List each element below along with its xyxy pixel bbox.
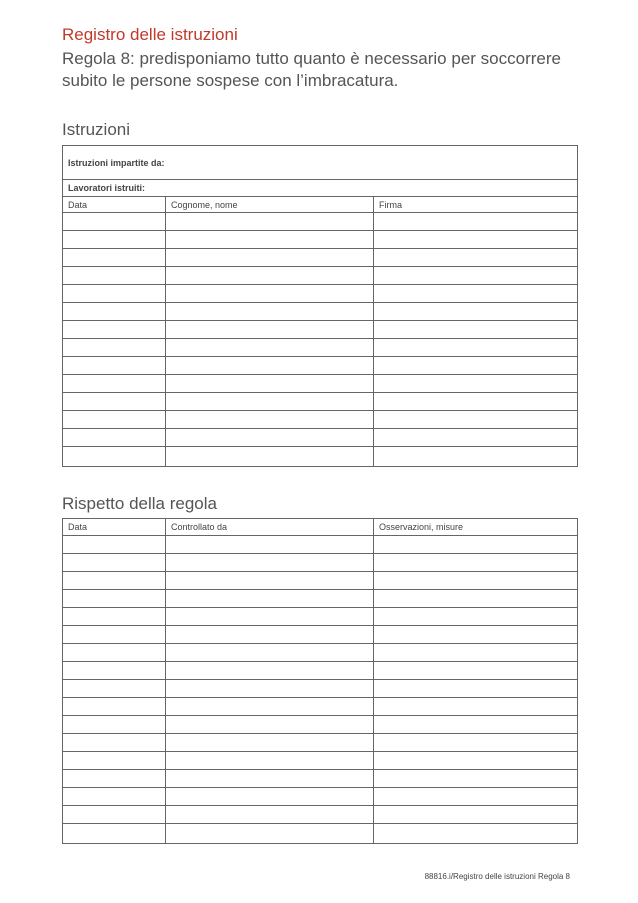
table-cell[interactable] (166, 321, 374, 339)
table-row (63, 429, 578, 447)
table-cell[interactable] (63, 447, 166, 467)
table-cell[interactable] (166, 590, 374, 608)
workers-row (63, 180, 578, 197)
table-cell[interactable] (166, 608, 374, 626)
table-cell[interactable] (63, 698, 166, 716)
table-cell[interactable] (166, 303, 374, 321)
table-cell[interactable] (166, 249, 374, 267)
table-cell[interactable] (374, 644, 578, 662)
table-row (63, 824, 578, 844)
table-cell[interactable] (63, 626, 166, 644)
compliance-table (62, 518, 578, 844)
table-cell[interactable] (374, 752, 578, 770)
section-title-compliance: Rispetto della regola (62, 494, 217, 513)
table-cell[interactable] (63, 393, 166, 411)
table-cell[interactable] (166, 788, 374, 806)
table-cell[interactable] (63, 267, 166, 285)
table-cell[interactable] (374, 267, 578, 285)
table-cell[interactable] (166, 231, 374, 249)
table-row (63, 339, 578, 357)
column-header-name: Cognome, nome (166, 197, 374, 213)
table-cell[interactable] (166, 411, 374, 429)
table-cell[interactable] (374, 357, 578, 375)
table-cell[interactable] (63, 734, 166, 752)
page-title: Registro delle istruzioni (62, 25, 238, 44)
table-cell[interactable] (63, 644, 166, 662)
table-row (63, 626, 578, 644)
table-cell[interactable] (63, 752, 166, 770)
table-row (63, 321, 578, 339)
table-cell[interactable] (374, 680, 578, 698)
table-cell[interactable] (63, 806, 166, 824)
table-cell[interactable] (63, 285, 166, 303)
table-row (63, 698, 578, 716)
table-cell[interactable] (63, 339, 166, 357)
table-cell[interactable] (374, 806, 578, 824)
table-row (63, 680, 578, 698)
table-row (63, 662, 578, 680)
table-cell[interactable] (166, 213, 374, 231)
table-row (63, 357, 578, 375)
table-row (63, 572, 578, 590)
table-cell[interactable] (374, 536, 578, 554)
table-cell[interactable] (166, 680, 374, 698)
table-cell[interactable] (374, 572, 578, 590)
instructions-table (62, 145, 578, 467)
table-cell[interactable] (63, 680, 166, 698)
section-title-instructions: Istruzioni (62, 120, 131, 139)
table-row (63, 231, 578, 249)
table-cell[interactable] (374, 626, 578, 644)
table-cell[interactable] (374, 716, 578, 734)
column-header-checked-by: Controllato da (166, 519, 374, 536)
table-cell[interactable] (166, 806, 374, 824)
table-cell[interactable] (374, 303, 578, 321)
table-cell[interactable] (374, 608, 578, 626)
table-row (63, 788, 578, 806)
table-cell[interactable] (63, 321, 166, 339)
table-cell[interactable] (166, 662, 374, 680)
table-cell[interactable] (374, 662, 578, 680)
table-cell[interactable] (166, 698, 374, 716)
table-row (63, 554, 578, 572)
table-cell[interactable] (374, 375, 578, 393)
table-cell[interactable] (63, 357, 166, 375)
table-cell[interactable] (374, 285, 578, 303)
table-row (63, 285, 578, 303)
table-cell[interactable] (63, 536, 166, 554)
table-row (63, 447, 578, 467)
page-subtitle: Regola 8: predisponiamo tutto quanto è necessario per soccorrere subito le persone sospese con l’imbracatura. (62, 49, 561, 90)
compliance-header-row (63, 519, 578, 536)
table-cell[interactable] (374, 698, 578, 716)
table-row (63, 644, 578, 662)
table-cell[interactable] (374, 447, 578, 467)
instructed-by-field[interactable] (63, 146, 578, 180)
table-cell[interactable] (63, 662, 166, 680)
table-cell[interactable] (63, 554, 166, 572)
table-cell[interactable] (374, 824, 578, 844)
table-cell[interactable] (63, 375, 166, 393)
instructed-by-label: Istruzioni impartite da: (68, 157, 165, 168)
table-row (63, 393, 578, 411)
table-cell[interactable] (166, 716, 374, 734)
column-header-date: Data (63, 197, 166, 213)
table-cell[interactable] (374, 770, 578, 788)
table-cell[interactable] (63, 824, 166, 844)
column-header-signature: Firma (374, 197, 578, 213)
table-cell[interactable] (374, 411, 578, 429)
table-cell[interactable] (374, 788, 578, 806)
table-cell[interactable] (63, 716, 166, 734)
table-cell[interactable] (374, 249, 578, 267)
table-row (63, 716, 578, 734)
table-cell[interactable] (63, 303, 166, 321)
table-cell[interactable] (63, 411, 166, 429)
table-cell[interactable] (63, 231, 166, 249)
table-cell[interactable] (374, 734, 578, 752)
table-cell[interactable] (63, 770, 166, 788)
table-cell[interactable] (63, 788, 166, 806)
instructions-header-row (63, 197, 578, 213)
table-cell[interactable] (166, 824, 374, 844)
instructed-by-row (63, 146, 578, 180)
table-cell[interactable] (166, 626, 374, 644)
table-cell[interactable] (166, 572, 374, 590)
table-cell[interactable] (166, 285, 374, 303)
table-cell[interactable] (63, 608, 166, 626)
table-cell[interactable] (166, 447, 374, 467)
table-cell[interactable] (166, 770, 374, 788)
table-row (63, 608, 578, 626)
table-row (63, 770, 578, 788)
column-header-date: Data (63, 519, 166, 536)
table-cell[interactable] (63, 429, 166, 447)
table-cell[interactable] (166, 357, 374, 375)
table-cell[interactable] (374, 231, 578, 249)
column-header-observations: Osservazioni, misure (374, 519, 578, 536)
table-row (63, 806, 578, 824)
table-row (63, 267, 578, 285)
table-cell[interactable] (63, 213, 166, 231)
workers-label: Lavoratori istruiti: (68, 183, 146, 193)
table-row (63, 303, 578, 321)
footer-reference: 88816.i/Registro delle istruzioni Regola 8 (424, 872, 570, 881)
workers-label-cell (63, 180, 578, 197)
table-cell[interactable] (166, 644, 374, 662)
table-row (63, 590, 578, 608)
table-cell[interactable] (374, 213, 578, 231)
table-cell[interactable] (166, 752, 374, 770)
table-cell[interactable] (63, 590, 166, 608)
table-cell[interactable] (166, 339, 374, 357)
table-row (63, 752, 578, 770)
table-cell[interactable] (63, 249, 166, 267)
table-cell[interactable] (166, 375, 374, 393)
table-row (63, 375, 578, 393)
table-cell[interactable] (166, 393, 374, 411)
table-cell[interactable] (166, 734, 374, 752)
table-row (63, 734, 578, 752)
table-cell[interactable] (374, 429, 578, 447)
table-cell[interactable] (166, 267, 374, 285)
table-cell[interactable] (374, 554, 578, 572)
table-row (63, 411, 578, 429)
table-cell[interactable] (166, 554, 374, 572)
table-row (63, 213, 578, 231)
table-row (63, 249, 578, 267)
table-cell[interactable] (374, 321, 578, 339)
table-cell[interactable] (166, 536, 374, 554)
table-cell[interactable] (374, 590, 578, 608)
table-cell[interactable] (374, 393, 578, 411)
table-row (63, 536, 578, 554)
table-cell[interactable] (374, 339, 578, 357)
table-cell[interactable] (166, 429, 374, 447)
table-cell[interactable] (63, 572, 166, 590)
